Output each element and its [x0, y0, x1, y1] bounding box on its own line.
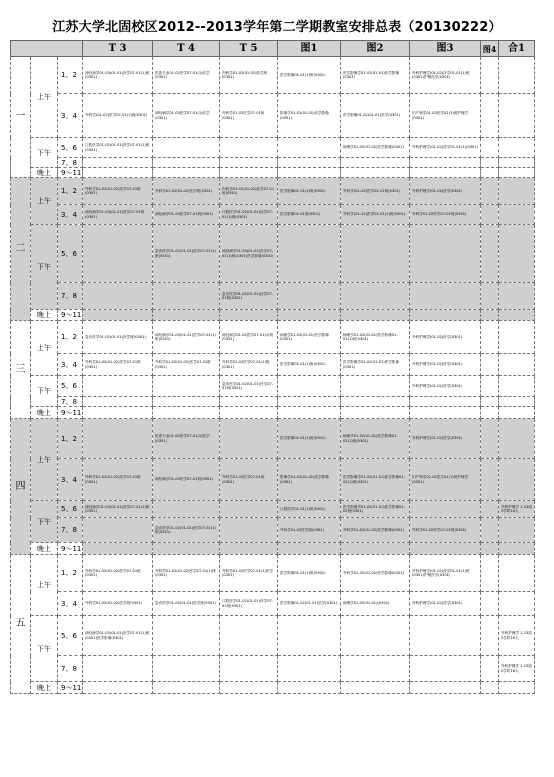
- period-row: [11, 616, 535, 656]
- period-row: [11, 592, 535, 616]
- period-label: 3、4: [58, 354, 83, 376]
- schedule-cell: [481, 138, 499, 158]
- period-row: [11, 397, 535, 407]
- schedule-cell: [220, 407, 278, 419]
- schedule-cell: [220, 310, 278, 321]
- schedule-cell: 口腔医学01-01(1)班(0301): [278, 501, 341, 518]
- schedule-cell: [83, 225, 153, 283]
- half-label-eve: 晚上: [31, 543, 58, 555]
- schedule-cell: [220, 501, 278, 518]
- schedule-cell: [278, 168, 341, 178]
- period-row: [11, 656, 535, 682]
- schedule-cell: 外科学01-02(01-02)医学07-01班(0301): [83, 459, 153, 501]
- room-header: 图3: [410, 41, 481, 57]
- evening-row: [11, 168, 535, 178]
- schedule-cell: [278, 158, 341, 168]
- schedule-cell: [499, 321, 535, 354]
- schedule-cell: [341, 283, 410, 310]
- schedule-cell: 病理学01-02(01-01)(0301): [341, 592, 410, 616]
- period-label: 3、4: [58, 592, 83, 616]
- schedule-cell: [153, 407, 220, 419]
- schedule-cell: [499, 555, 535, 592]
- schedule-cell: [481, 94, 499, 138]
- schedule-cell: 医学影像01-01(1)班(0301): [278, 419, 341, 459]
- schedule-cell: 外科护理学(01-02)医学(0301): [410, 376, 481, 397]
- day-label: 四: [11, 419, 31, 555]
- schedule-cell: [341, 168, 410, 178]
- schedule-cell: [499, 459, 535, 501]
- schedule-cell: [499, 138, 535, 158]
- schedule-cell: [481, 310, 499, 321]
- schedule-cell: 病理学01-02(01-01)医学影像01-02(1)班(0301): [341, 419, 410, 459]
- schedule-cell: 影像学01-02(01-01)医学影像(0301): [278, 459, 341, 501]
- schedule-cell: 急诊医学01-02(01-01)医学班(0301): [153, 592, 220, 616]
- schedule-cell: 外科学01-02(01-02)医学07-01班(0301): [153, 354, 220, 376]
- schedule-cell: 外科学01-02医学07-01班(0301): [220, 459, 278, 501]
- period-label: 5、6: [58, 138, 83, 158]
- schedule-cell: 外科学01-02医学07-01班(0301): [220, 94, 278, 138]
- evening-row: [11, 543, 535, 555]
- half-label-am: 上午: [31, 178, 58, 225]
- period-row: [11, 419, 535, 459]
- half-label-pm: 下午: [31, 138, 58, 168]
- schedule-cell: [341, 376, 410, 397]
- day-label: 五: [11, 555, 31, 694]
- period-label: 5、6: [58, 501, 83, 518]
- schedule-cell: 医学影像学01-02(01-01)医学影像(0301): [341, 57, 410, 94]
- schedule-cell: 病理学01-02(01-01)医学影像(0301): [278, 321, 341, 354]
- schedule-cell: [278, 656, 341, 682]
- period-label: 7、8: [58, 518, 83, 543]
- schedule-cell: [153, 158, 220, 168]
- schedule-cell: 口腔医学01-02(01-01)医学07-01班(0301): [220, 592, 278, 616]
- schedule-cell: [481, 407, 499, 419]
- schedule-cell: 医学影像学01-02(01-01)医学影像01-02(1)班(0301): [341, 459, 410, 501]
- schedule-cell: [83, 168, 153, 178]
- schedule-cell: [499, 225, 535, 283]
- schedule-cell: [410, 168, 481, 178]
- schedule-cell: 急诊医学01-02(01-01)医学07-01(1)班(0301): [153, 518, 220, 543]
- period-label: 9～11: [58, 407, 83, 419]
- schedule-cell: [83, 682, 153, 694]
- schedule-cell: [481, 543, 499, 555]
- schedule-cell: [83, 158, 153, 168]
- schedule-cell: [83, 376, 153, 397]
- page-title: 江苏大学北固校区2012--2013学年第二学期教室安排总表（20130222）: [52, 20, 502, 35]
- schedule-cell: 外科护理学 1-13周 2学时16人: [499, 501, 535, 518]
- schedule-cell: [499, 178, 535, 205]
- schedule-cell: 外科护理学 1-13周 2学时16人: [499, 656, 535, 682]
- schedule-cell: [481, 682, 499, 694]
- schedule-cell: [499, 682, 535, 694]
- half-label-pm: 下午: [31, 376, 58, 407]
- schedule-cell: 急诊医学01-02(01-01)医学07-01班(0301): [220, 376, 278, 397]
- period-row: [11, 459, 535, 501]
- schedule-cell: 外科学01-02(01-02)医学07-01班(0301): [83, 555, 153, 592]
- period-label: 1、2: [58, 57, 83, 94]
- schedule-cell: 神经病学01-03(01-01)医学07-01(1)班(0301): [153, 321, 220, 354]
- schedule-cell: [410, 501, 481, 518]
- schedule-cell: [83, 397, 153, 407]
- schedule-cell: [481, 616, 499, 656]
- room-header: T 5: [220, 41, 278, 57]
- schedule-cell: [153, 682, 220, 694]
- schedule-cell: [153, 501, 220, 518]
- schedule-cell: 外科护理学(01-02)医学01-01(1)(0301): [410, 138, 481, 158]
- schedule-cell: 神经病学01-03(01-01)医学07-01(1)班(0301): [83, 501, 153, 518]
- schedule-cell: 神经病学01-03医学07-01(1)医学(0301): [153, 94, 220, 138]
- schedule-cell: 外科护理学(01-02)医学(0301): [410, 419, 481, 459]
- schedule-cell: [153, 138, 220, 158]
- schedule-cell: 神经病学01-03医学07-01班(0301): [153, 205, 220, 225]
- schedule-cell: [410, 543, 481, 555]
- schedule-cell: [410, 407, 481, 419]
- schedule-cell: [341, 543, 410, 555]
- schedule-cell: [278, 682, 341, 694]
- period-row: [11, 158, 535, 168]
- period-row: [11, 354, 535, 376]
- schedule-cell: [481, 205, 499, 225]
- schedule-cell: [341, 397, 410, 407]
- schedule-cell: 外科学01-02医学07-01班(0301): [410, 518, 481, 543]
- evening-row: [11, 682, 535, 694]
- schedule-cell: 急诊医学01-02(01-01)医学07-01(1)班(0301): [153, 225, 220, 283]
- schedule-cell: [481, 656, 499, 682]
- period-label: 3、4: [58, 459, 83, 501]
- period-row: [11, 205, 535, 225]
- schedule-cell: 妇产科学01-02医学01(1)班护理学(0301): [410, 459, 481, 501]
- schedule-cell: 医学影像01-02(01-01)医学(0301): [278, 592, 341, 616]
- schedule-cell: [410, 225, 481, 283]
- period-label: 5、6: [58, 616, 83, 656]
- schedule-cell: 影像学01-02(01-01)医学影像(0301): [278, 94, 341, 138]
- schedule-cell: [499, 283, 535, 310]
- schedule-cell: 医学影像01-01班(0301): [278, 205, 341, 225]
- schedule-cell: [481, 501, 499, 518]
- period-label: 7、8: [58, 656, 83, 682]
- schedule-cell: 医学影像01-02(01-01)医学(0301): [341, 94, 410, 138]
- period-label: 7、8: [58, 397, 83, 407]
- schedule-cell: 外科学(01-02)医学01-01班(0301): [341, 178, 410, 205]
- period-label: 5、6: [58, 225, 83, 283]
- schedule-cell: [341, 682, 410, 694]
- schedule-cell: [481, 321, 499, 354]
- half-label-pm: 下午: [31, 616, 58, 682]
- schedule-cell: [499, 518, 535, 543]
- period-row: [11, 501, 535, 518]
- schedule-cell: [481, 178, 499, 205]
- schedule-cell: 神经病学01-03医学07-01班(0301): [153, 459, 220, 501]
- half-label-eve: 晚上: [31, 168, 58, 178]
- schedule-cell: [278, 283, 341, 310]
- schedule-cell: 外科护理学(01-02)医学(0301): [410, 178, 481, 205]
- period-label: 1、2: [58, 321, 83, 354]
- half-label-pm: 下午: [31, 225, 58, 310]
- schedule-cell: [499, 168, 535, 178]
- schedule-cell: 医学影像学01-02(01-01)医学影像01-02班(0301): [341, 501, 410, 518]
- schedule-cell: [278, 225, 341, 283]
- schedule-cell: [341, 310, 410, 321]
- room-header: T 3: [83, 41, 153, 57]
- schedule-cell: 病理学01-02(01-01)医学影像01-02(1)班(0301): [341, 321, 410, 354]
- evening-row: [11, 310, 535, 321]
- schedule-cell: 医患专业01-02医学07-01(1)医学(0301): [153, 419, 220, 459]
- schedule-cell: [341, 407, 410, 419]
- schedule-cell: 病理学01-02(01-02)医学影像(0301): [341, 138, 410, 158]
- half-label-eve: 晚上: [31, 682, 58, 694]
- schedule-cell: 外科学01-02医学班(0301): [278, 518, 341, 543]
- schedule-cell: [410, 310, 481, 321]
- schedule-cell: 外科学01-02医学07-01(1)班(0301): [220, 354, 278, 376]
- schedule-cell: 外科学01-02(01-02)医学班(0301): [153, 178, 220, 205]
- schedule-cell: [481, 376, 499, 397]
- period-label: 1、2: [58, 178, 83, 205]
- half-label-am: 上午: [31, 419, 58, 501]
- period-label: 5、6: [58, 376, 83, 397]
- day-label: 二: [11, 178, 31, 321]
- period-label: 3、4: [58, 205, 83, 225]
- room-header: 合1: [499, 41, 535, 57]
- period-label: 9～11: [58, 310, 83, 321]
- schedule-cell: [499, 397, 535, 407]
- schedule-cell: 急诊医学01-02(01-01)医学07-01班(0301): [220, 283, 278, 310]
- schedule-cell: [153, 543, 220, 555]
- schedule-cell: 妇产科学01-02医学01(1)班护理学(0301): [410, 94, 481, 138]
- schedule-cell: [499, 376, 535, 397]
- schedule-cell: [410, 283, 481, 310]
- period-label: 9～11: [58, 543, 83, 555]
- schedule-cell: 外科学01-02(01-02)医学班(0301): [83, 592, 153, 616]
- period-label: 9～11: [58, 168, 83, 178]
- schedule-cell: [341, 616, 410, 656]
- schedule-cell: [410, 158, 481, 168]
- schedule-cell: 外科护理学(01-02)医学01-01(1)班(0301)护理医学(0301): [410, 555, 481, 592]
- schedule-cell: [153, 168, 220, 178]
- schedule-cell: 医学影像01-01(1)班(0301): [278, 555, 341, 592]
- schedule-cell: [153, 283, 220, 310]
- room-header: 图2: [341, 41, 410, 57]
- schedule-cell: 口腔医学01-02(01-01)医学07-01(1)班(0301): [220, 205, 278, 225]
- period-label: 7、8: [58, 158, 83, 168]
- schedule-cell: 医学影像01-01(1)班(0301): [278, 178, 341, 205]
- schedule-cell: 外科学01-02医学07-01班(0301): [410, 205, 481, 225]
- schedule-cell: [481, 57, 499, 94]
- period-row: [11, 57, 535, 94]
- schedule-cell: 外科学01-02(01-02)医学07-01班(0301): [83, 354, 153, 376]
- schedule-cell: [410, 616, 481, 656]
- period-row: [11, 376, 535, 397]
- schedule-cell: [481, 555, 499, 592]
- period-row: [11, 225, 535, 283]
- schedule-cell: 医学影像01-01(1)班(0301): [278, 354, 341, 376]
- schedule-cell: 神经病学01-03(01-01)医学07-01(1)班(0301): [83, 57, 153, 94]
- schedule-cell: [83, 407, 153, 419]
- schedule-cell: [220, 397, 278, 407]
- schedule-table: [10, 40, 535, 694]
- schedule-cell: [481, 158, 499, 168]
- schedule-cell: 外科护理学 1-13周 2学时16人: [499, 616, 535, 656]
- schedule-cell: [83, 543, 153, 555]
- schedule-cell: 口腔医学01-02(01-01)医学07-01(1)班(0301): [83, 138, 153, 158]
- schedule-cell: 神经病学01-03(01-01)医学07-01(1)班(0301)医学影像(0301): [220, 225, 278, 283]
- schedule-cell: [278, 616, 341, 656]
- schedule-cell: [499, 205, 535, 225]
- schedule-cell: 神经病学01-03(01-01)医学07-01(1)班(0301)医学影像(0301): [83, 616, 153, 656]
- schedule-cell: [410, 682, 481, 694]
- schedule-cell: [341, 656, 410, 682]
- room-header: 图4: [481, 41, 499, 57]
- schedule-cell: [278, 397, 341, 407]
- schedule-cell: [481, 397, 499, 407]
- schedule-cell: 外科护理学(01-02)医学(0301): [410, 592, 481, 616]
- schedule-cell: [499, 592, 535, 616]
- schedule-cell: [481, 283, 499, 310]
- schedule-cell: [499, 57, 535, 94]
- schedule-cell: [220, 656, 278, 682]
- period-row: [11, 94, 535, 138]
- day-label: 三: [11, 321, 31, 419]
- period-row: [11, 178, 535, 205]
- schedule-cell: 医学影像01-01(1)班(0301): [278, 57, 341, 94]
- schedule-cell: 外科学(01-02)医学07-01(1)班(0301): [83, 94, 153, 138]
- schedule-cell: [481, 225, 499, 283]
- half-label-am: 上午: [31, 57, 58, 138]
- period-label: 1、2: [58, 555, 83, 592]
- period-row: [11, 138, 535, 158]
- schedule-cell: [83, 310, 153, 321]
- period-label: 1、2: [58, 419, 83, 459]
- period-label: 3、4: [58, 94, 83, 138]
- schedule-cell: 外科学01-02(01-02)医学影像(0301): [341, 555, 410, 592]
- schedule-cell: [499, 407, 535, 419]
- schedule-cell: [153, 656, 220, 682]
- schedule-cell: 外科学01-02(01-02)医学07-01(1)班(0301): [153, 555, 220, 592]
- period-row: [11, 518, 535, 543]
- schedule-cell: [153, 310, 220, 321]
- period-row: [11, 555, 535, 592]
- schedule-cell: [220, 158, 278, 168]
- schedule-cell: [481, 168, 499, 178]
- header-corner: [11, 41, 83, 57]
- schedule-cell: [278, 138, 341, 158]
- schedule-cell: [341, 158, 410, 168]
- schedule-cell: [499, 354, 535, 376]
- schedule-cell: [83, 283, 153, 310]
- period-row: [11, 321, 535, 354]
- schedule-cell: [499, 158, 535, 168]
- day-label: 一: [11, 57, 31, 178]
- schedule-cell: 内科学01-02(01-02)医学07-01班(0301): [220, 178, 278, 205]
- half-label-pm: 下午: [31, 501, 58, 543]
- schedule-cell: [83, 656, 153, 682]
- period-label: 9～11: [58, 682, 83, 694]
- schedule-cell: [410, 656, 481, 682]
- schedule-cell: 外科学(01-02)医学01-01(1)班(0301): [341, 205, 410, 225]
- schedule-cell: 医患专业01-02医学07-01(1)医学(0301): [153, 57, 220, 94]
- schedule-cell: [220, 138, 278, 158]
- schedule-cell: [278, 543, 341, 555]
- schedule-cell: [499, 543, 535, 555]
- schedule-cell: [499, 419, 535, 459]
- room-header: T 4: [153, 41, 220, 57]
- schedule-cell: [153, 397, 220, 407]
- schedule-cell: 外科护理学(01-02)医学01-01(1)班(0301)护理医学(0301): [410, 57, 481, 94]
- schedule-cell: 外科护理学(01-02)医学(0301): [410, 321, 481, 354]
- half-label-am: 上午: [31, 321, 58, 376]
- schedule-cell: [220, 543, 278, 555]
- schedule-cell: [153, 376, 220, 397]
- schedule-cell: 外科学01-02(01-02)医学影像(0301): [341, 518, 410, 543]
- schedule-cell: [278, 407, 341, 419]
- schedule-cell: 内科学01-02(01-02)医学班(0301): [220, 57, 278, 94]
- schedule-cell: 外科护理学(01-02)医学(0301): [410, 354, 481, 376]
- period-row: [11, 283, 535, 310]
- schedule-cell: 急诊医学01-02(01-01)医学班(0301): [83, 321, 153, 354]
- schedule-cell: 外科学01-02医学07-01(1)医学(0301): [220, 555, 278, 592]
- schedule-cell: [220, 518, 278, 543]
- schedule-cell: [220, 682, 278, 694]
- period-label: 7、8: [58, 283, 83, 310]
- half-label-eve: 晚上: [31, 407, 58, 419]
- schedule-cell: 外科学01-02(01-02)医学07-01班(0301): [83, 178, 153, 205]
- schedule-cell: [278, 376, 341, 397]
- schedule-cell: [220, 616, 278, 656]
- schedule-cell: [220, 419, 278, 459]
- schedule-cell: [499, 310, 535, 321]
- evening-row: [11, 407, 535, 419]
- schedule-cell: [220, 168, 278, 178]
- schedule-cell: [341, 225, 410, 283]
- schedule-cell: 神经病学01-02医学07-01(1)班(0301): [220, 321, 278, 354]
- schedule-cell: [481, 592, 499, 616]
- schedule-cell: [410, 397, 481, 407]
- room-header: 图1: [278, 41, 341, 57]
- schedule-cell: [153, 616, 220, 656]
- schedule-cell: [481, 518, 499, 543]
- half-label-am: 上午: [31, 555, 58, 616]
- half-label-eve: 晚上: [31, 310, 58, 321]
- schedule-cell: [83, 419, 153, 459]
- schedule-cell: [278, 310, 341, 321]
- schedule-cell: 神经病学01-03(01-01)医学07-01班(0301): [83, 205, 153, 225]
- schedule-cell: [83, 518, 153, 543]
- header-row: [11, 41, 535, 57]
- schedule-cell: [499, 94, 535, 138]
- schedule-cell: [481, 419, 499, 459]
- schedule-cell: 医学影像学01-02(01-01)医学影像(0301): [341, 354, 410, 376]
- schedule-cell: [481, 354, 499, 376]
- schedule-cell: [481, 459, 499, 501]
